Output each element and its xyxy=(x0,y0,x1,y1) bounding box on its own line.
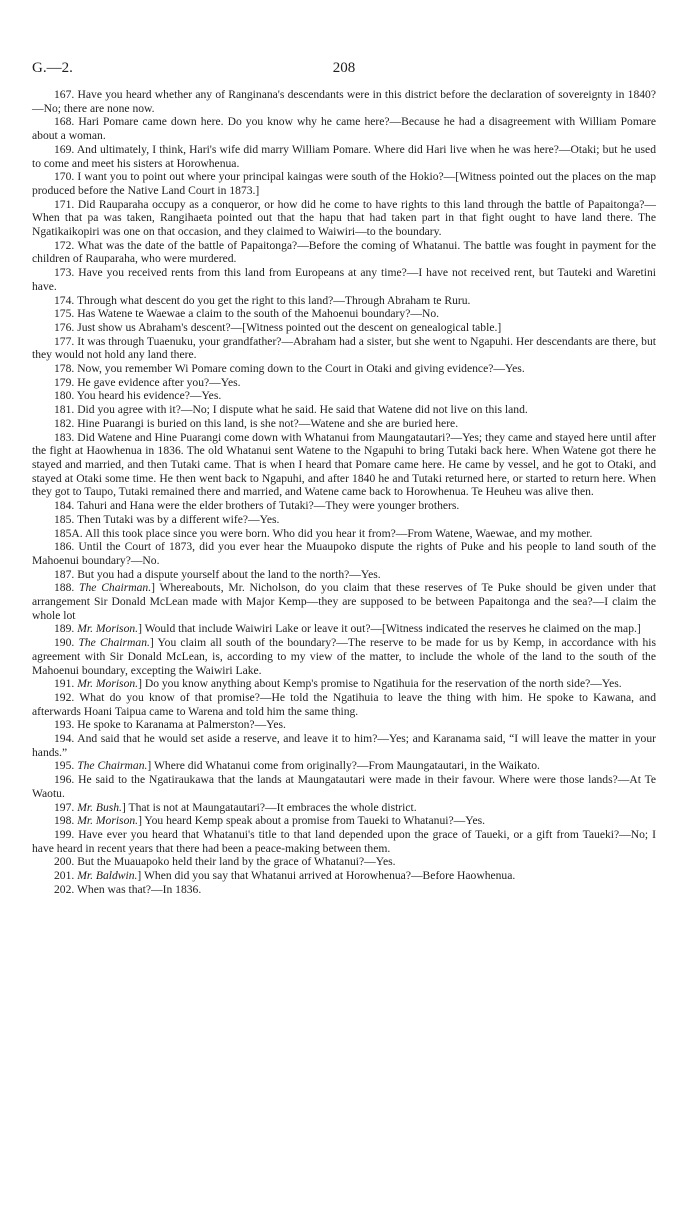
paragraph: 176. Just show us Abraham's descent?—[Witness pointed out the descent on genealogical table.] xyxy=(54,320,502,334)
paragraph: 202. When was that?—In 1836. xyxy=(54,882,202,896)
paragraph: 182. Hine Puarangi is buried on this land, is she not?—Watene and she are buried here. xyxy=(54,416,459,430)
paragraph: 193. He spoke to Karanama at Palmerston?—Yes. xyxy=(54,718,286,732)
page-number: 208 xyxy=(332,60,356,76)
paragraph: 170. I want you to point out where your principal kaingas were south of the Hokio?—[Witness pointed out the places on the map produced before the Native Land Court in 1873.] xyxy=(32,170,656,197)
speaker-name: Mr. Bush. xyxy=(77,800,122,814)
paragraph: 186. Until the Court of 1873, did you ever hear the Muaupoko dispute the rights of Puke and his people to land south of the Mahoenui boundary?—No. xyxy=(32,540,656,567)
paragraph: 195. The Chairman.] Where did Whatanui come from originally?—From Maungatautari, in the Waikato. xyxy=(54,759,540,773)
page-header xyxy=(32,60,656,88)
paragraph: 174. Through what descent do you get the right to this land?—Through Abraham te Ruru. xyxy=(54,293,471,307)
paragraph: 175. Has Watene te Waewae a claim to the south of the Mahoenui boundary?—No. xyxy=(54,307,440,321)
speaker-name: Mr. Morison. xyxy=(77,622,139,636)
paragraph: 192. What do you know of that promise?—He told the Ngatihuia to leave the thing with him. He spoke to Kawana, and afterwards Hoani Taipua came to Warena and told him the same thing. xyxy=(32,690,656,718)
paragraph: 185A. All this took place since you were born. Who did you hear it from?—From Watene, Waewae, and my mother. xyxy=(54,526,593,540)
paragraph: 200. But the Muauapoko held their land by the grace of Whatanui?—Yes. xyxy=(54,855,396,869)
paragraph: 198. Mr. Morison.] You heard Kemp speak about a promise from Taueki to Whatanui?—Yes. xyxy=(54,814,486,828)
paragraph: 185. Then Tutaki was by a different wife?—Yes. xyxy=(54,512,280,526)
paragraph: 183. Did Watene and Hine Puarangi come down with Whatanui from Maungatautari?—Yes; they came and stayed here until after the fight at Haowhenua in 1836. The old Whatanui sent Watene to the Ngapuhi to bring Tutaki back here. When Watene got there he stayed and married, and then Tutaki came. That is when I heard that Pomare came here. He came by vessel, and he got to Otaki, and stayed at Otaki some time. He then went back to Ngapuhi, and after 1840 he and Tutaki returned here, or started to return here. When they got to Taupo, Tutaki remained there and married, and Watene came back to Horowhenua. Te Heuheu was alive then. xyxy=(32,430,656,499)
speaker-name: Mr. Morison. xyxy=(77,677,139,691)
paragraph: 187. But you had a dispute yourself about the land to the north?—Yes. xyxy=(54,567,381,581)
paragraph: 197. Mr. Bush.] That is not at Maungatautari?—It embraces the whole district. xyxy=(54,800,417,814)
paragraph: 173. Have you received rents from this land from Europeans at any time?—I have not received rent, but Tauteki and Waretini have. xyxy=(32,266,656,293)
paragraph: 172. What was the date of the battle of Papaitonga?—Before the coming of Whatanui. The battle was fought in payment for the children of Rauparaha, who were murdered. xyxy=(32,238,656,266)
paragraph: 201. Mr. Baldwin.] When did you say that Whatanui arrived at Horowhenua?—Before Haowhenua. xyxy=(54,869,516,883)
document-reference: G.—2. xyxy=(32,60,73,76)
paragraph: 191. Mr. Morison.] Do you know anything about Kemp's promise to Ngatihuia for the reservation of the north side?—Yes. xyxy=(54,677,622,691)
paragraph: 167. Have you heard whether any of Ranginana's descendants were in this district before the declaration of sovereignty in 1840?—No; there are none now. xyxy=(32,88,656,115)
paragraph: 184. Tahuri and Hana were the elder brothers of Tutaki?—They were younger brothers. xyxy=(54,499,460,513)
paragraph: 190. The Chairman.] You claim all south of the boundary?—The reserve to be made for us by Kemp, in accordance with his agreement with Sir Donald McLean, is, according to my view of the matter, to include the whole of the land to the south of the Mahoenui boundary, excepting the Waiwiri Lake. xyxy=(32,636,657,677)
paragraph: 171. Did Rauparaha occupy as a conqueror, or how did he come to have rights to this land through the battle of Papaitonga?—When that pa was taken, Rangihaeta pointed out that the hapu that had taken part in that fight ought to have land there. The Ngatikaikopiri was one on that occasion, and they claimed to Waiwiri—to the boundary. xyxy=(32,197,656,239)
paragraph: 180. You heard his evidence?—Yes. xyxy=(54,389,222,403)
paragraph: 194. And said that he would set aside a reserve, and leave it to him?—Yes; and Karanama said, “I will leave the matter in your hands.” xyxy=(32,732,656,759)
paragraph: 181. Did you agree with it?—No; I dispute what he said. He said that Watene did not live on this land. xyxy=(54,403,528,417)
speaker-name: The Chairman. xyxy=(79,581,152,595)
document-body xyxy=(32,88,656,896)
speaker-name: Mr. Morison. xyxy=(77,814,139,828)
paragraph: 168. Hari Pomare came down here. Do you know why he came here?—Because he had a disagreement with William Pomare about a woman. xyxy=(32,115,656,143)
paragraph: 196. He said to the Ngatiraukawa that the lands at Maungatautari were made in their favour. Where were those lands?—At Te Waotu. xyxy=(32,773,656,800)
paragraph: 188. The Chairman.] Whereabouts, Mr. Nicholson, do you claim that these reserves of Te Puke should be given under that arrangement Sir Donald McLean made with Major Kemp—they are supposed to be between Papaitonga and the sea?—I claim the whole lot xyxy=(32,581,657,622)
paragraph: 189. Mr. Morison.] Would that include Waiwiri Lake or leave it out?—[Witness indicated the reserves he claimed on the map.] xyxy=(54,622,641,636)
paragraph: 179. He gave evidence after you?—Yes. xyxy=(54,375,241,389)
paragraph: 178. Now, you remember Wi Pomare coming down to the Court in Otaki and giving evidence?—Yes. xyxy=(54,362,525,376)
paragraph: 177. It was through Tuaenuku, your grandfather?—Abraham had a sister, but she went to Ngapuhi. Her descendants are there, but they would not hold any land there. xyxy=(32,334,656,362)
speaker-name: The Chairman. xyxy=(77,759,148,773)
speaker-name: Mr. Baldwin. xyxy=(77,869,138,883)
paragraph: 169. And ultimately, I think, Hari's wife did marry William Pomare. Where did Hari live when he was here?—Otaki; but he used to come and meet his sisters at Horowhenua. xyxy=(32,142,656,170)
speaker-name: The Chairman. xyxy=(78,636,150,650)
paragraph: 199. Have ever you heard that Whatanui's title to that land depended upon the grace of Taueki, or a gift from Taueki?—No; I have heard in recent years that there had been a peace-making between them. xyxy=(32,827,656,855)
